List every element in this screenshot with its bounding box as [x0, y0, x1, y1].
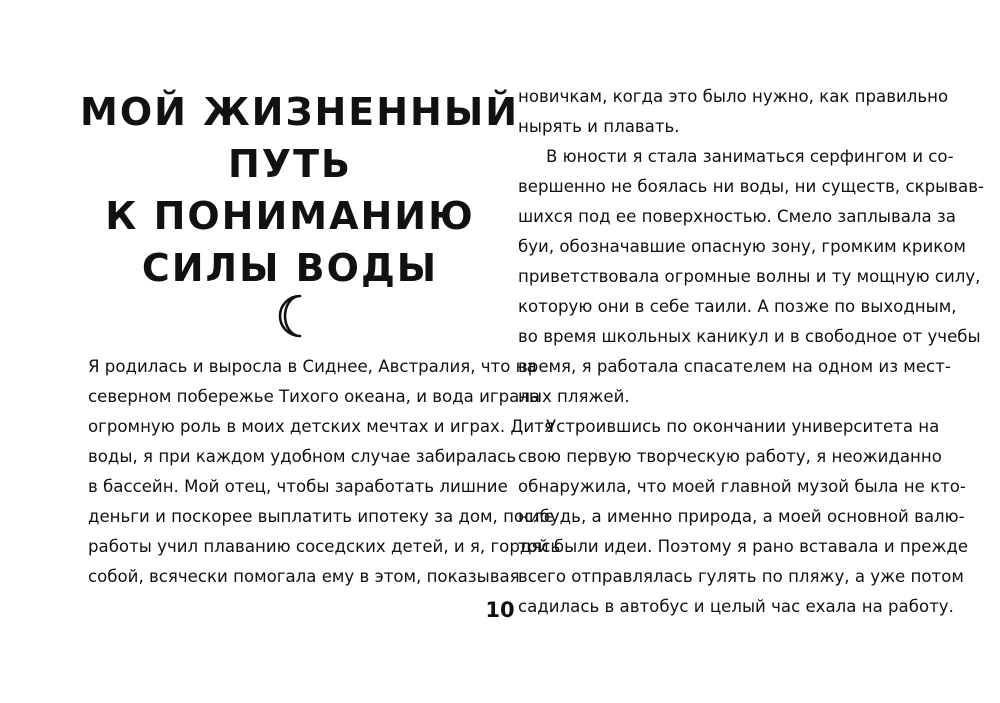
chapter-title-line: ПУТЬ [228, 142, 352, 186]
right-column-line: которую они в себе таили. А позже по выходным, [518, 297, 957, 316]
right-column-line: вершенно не боялась ни воды, ни существ, скрывав- [518, 177, 984, 196]
right-column-line: всего отправлялась гулять по пляжу, а уже потом [518, 567, 964, 586]
left-column-line: в бассейн. Мой отец, чтобы заработать лишние [88, 477, 508, 496]
right-column-line: Устроившись по окончании университета на [546, 417, 940, 436]
page-number: 10 [485, 598, 515, 622]
right-column-line: приветствовала огромные волны и ту мощную силу, [518, 267, 981, 286]
right-column-line: той были идеи. Поэтому я рано вставала и прежде [518, 537, 969, 556]
left-column-line: северном побережье Тихого океана, и вода играла [88, 387, 541, 406]
left-column-line: деньги и поскорее выплатить ипотеку за дом, после [88, 507, 555, 526]
right-column-line: ных пляжей. [518, 387, 630, 406]
right-column-line: свою первую творческую работу, я неожиданно [518, 447, 942, 466]
right-column-line: во время школьных каникул и в свободное от учебы [518, 327, 981, 346]
left-column-line: воды, я при каждом удобном случае забиралась [88, 447, 517, 466]
right-column-line: В юности я стала заниматься серфингом и со- [546, 147, 954, 166]
left-column-line: огромную роль в моих детских мечтах и играх. Дитя [88, 417, 554, 436]
right-column-line: обнаружила, что моей главной музой была не кто- [518, 477, 966, 496]
crescent-moon-icon [270, 292, 314, 340]
right-column-line: шихся под ее поверхностью. Смело заплывала за [518, 207, 956, 226]
right-column-line: нибудь, а именно природа, а моей основной валю- [518, 507, 965, 526]
right-column-line: буи, обозначавшие опасную зону, громким криком [518, 237, 966, 256]
chapter-title [80, 86, 520, 294]
left-column-line: работы учил плаванию соседских детей, и я, гордясь [88, 537, 561, 556]
chapter-title-line: МОЙ ЖИЗНЕННЫЙ [80, 90, 520, 134]
left-column-line: собой, всячески помогала ему в этом, показывая [88, 567, 520, 586]
right-column-line: время, я работала спасателем на одном из мест- [518, 357, 951, 376]
right-column-line: садилась в автобус и целый час ехала на работу. [518, 597, 954, 616]
chapter-title-line: СИЛЫ ВОДЫ [141, 246, 439, 290]
chapter-title-line: К ПОНИМАНИЮ [105, 194, 475, 238]
right-column-line: новичкам, когда это было нужно, как правильно [518, 87, 949, 106]
left-column-line: Я родилась и выросла в Сиднее, Австралия, что на [88, 357, 537, 376]
right-column-line: нырять и плавать. [518, 117, 680, 136]
